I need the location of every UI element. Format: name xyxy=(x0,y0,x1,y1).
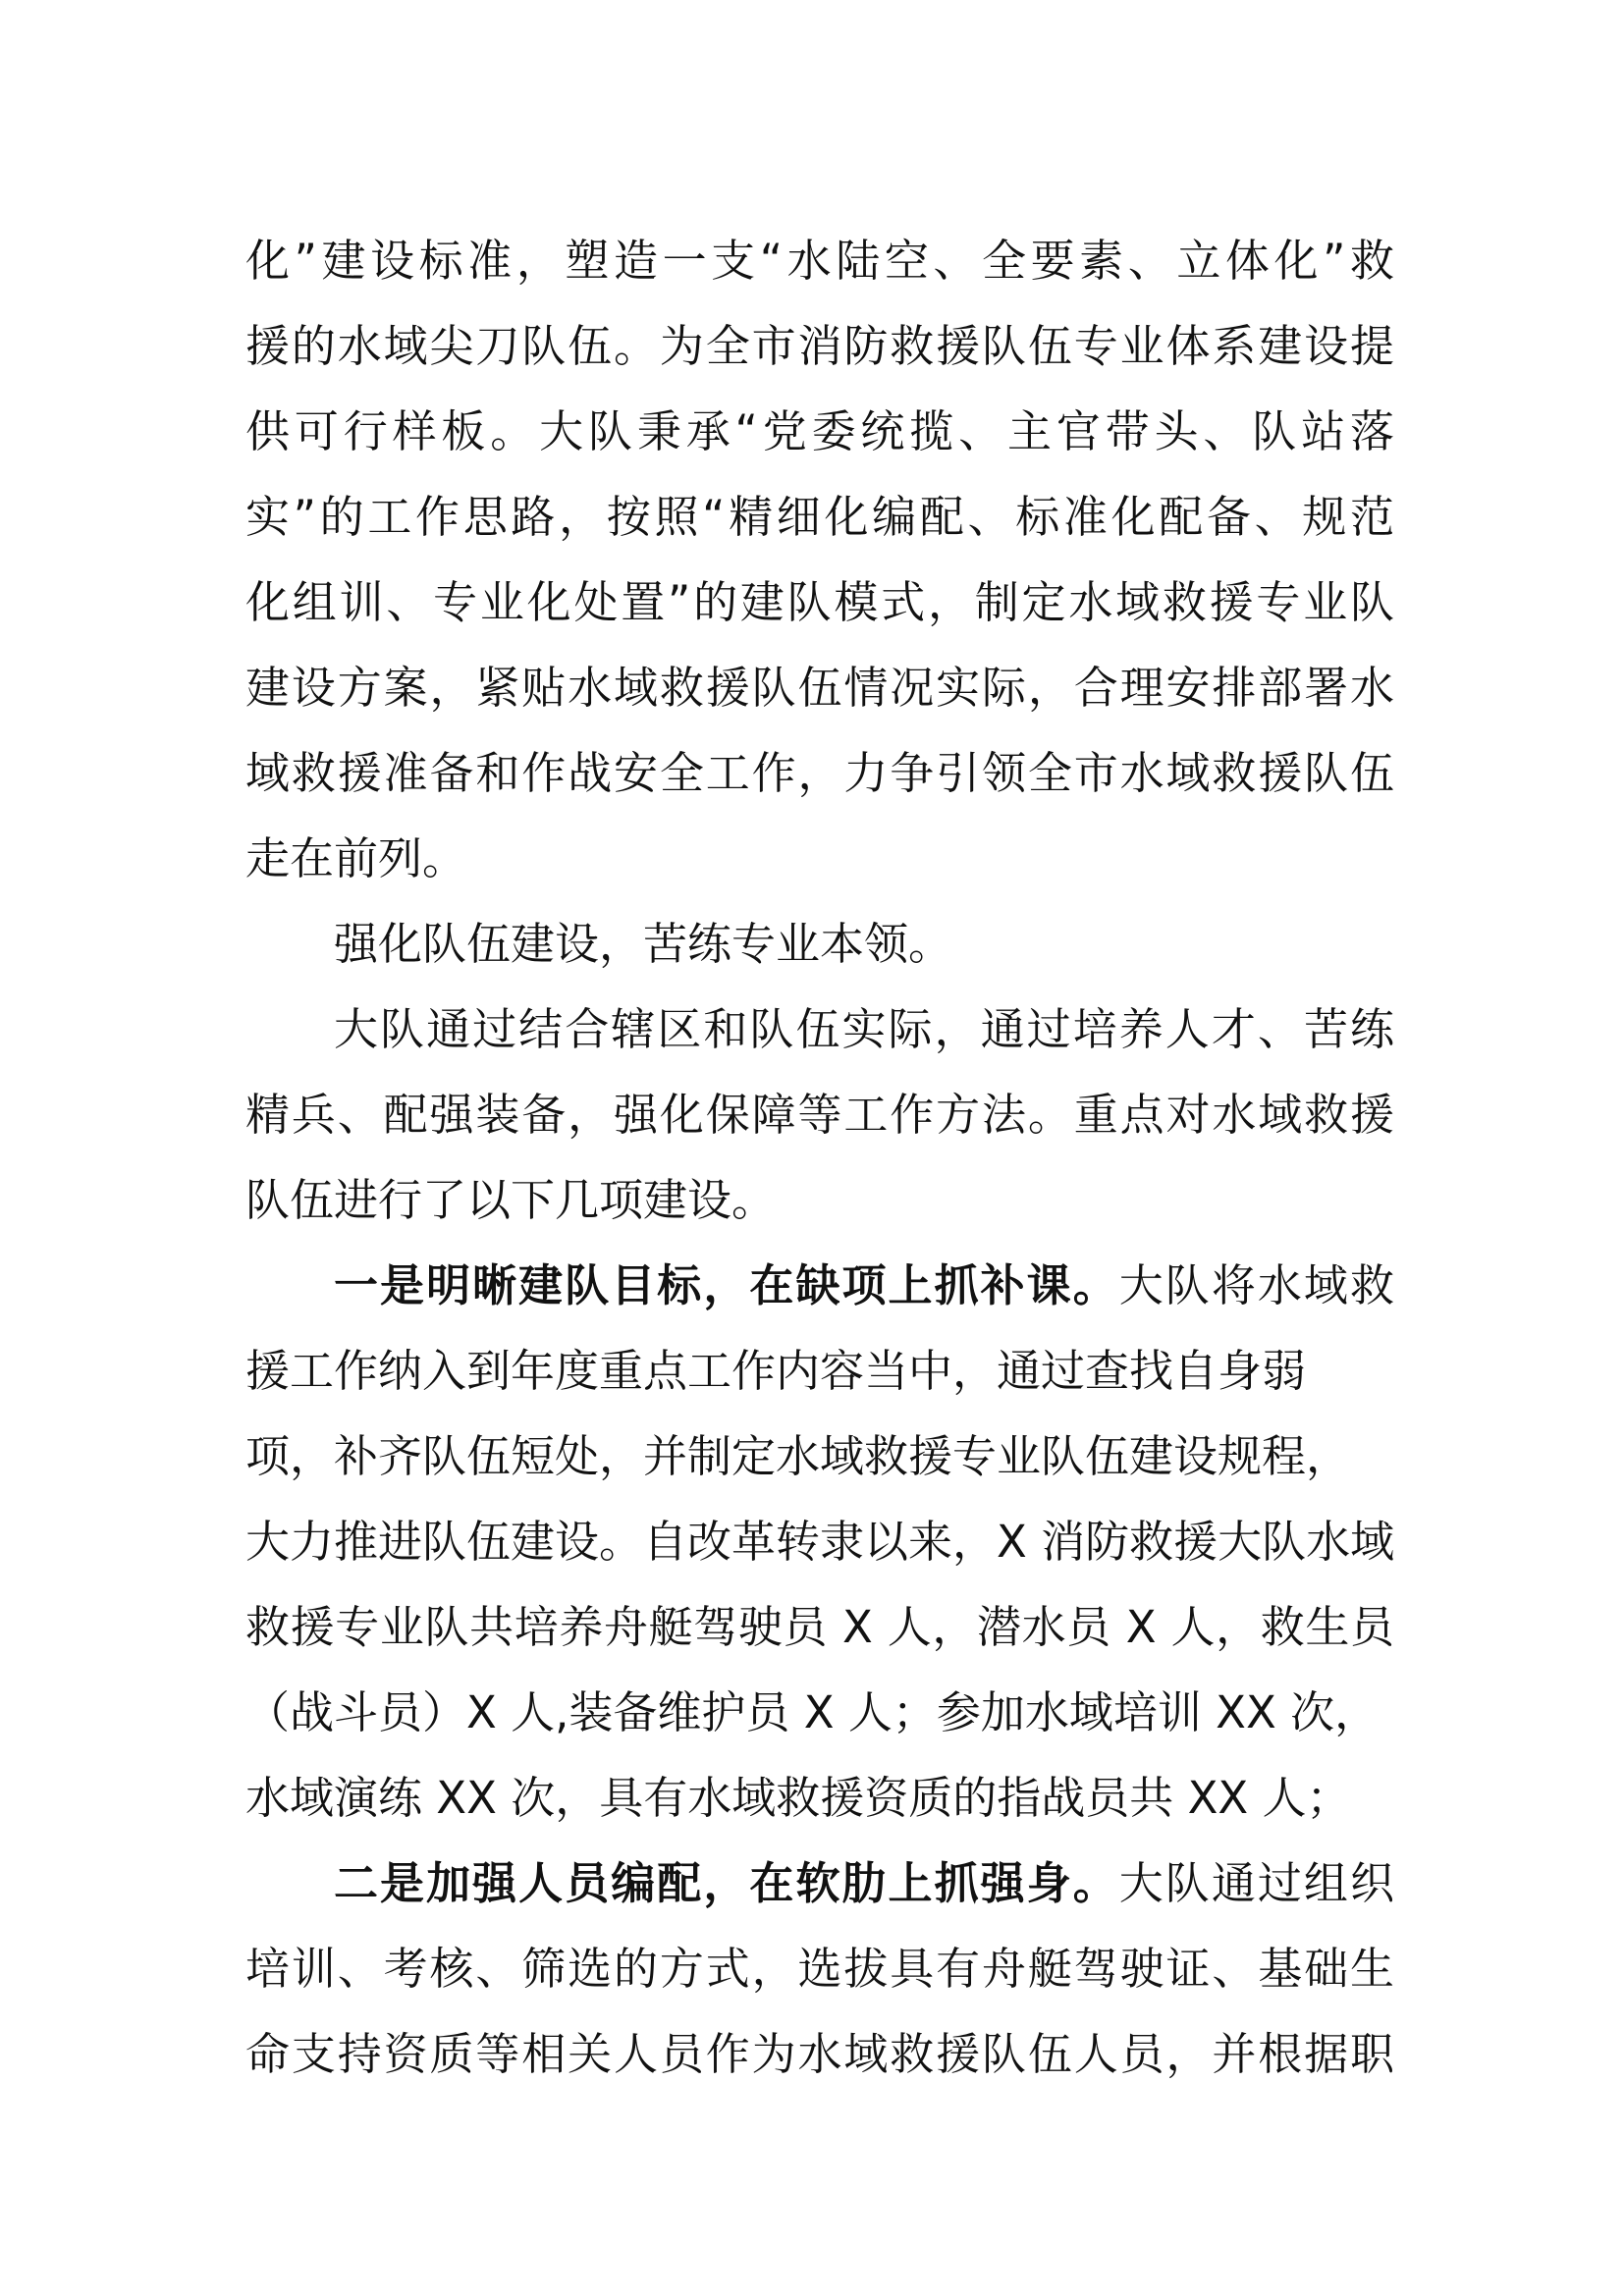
text-line: 化”建设标准，塑造一支“水陆空、全要素、立体化”救 xyxy=(245,235,1394,287)
text-line: 项，补齐队伍短处，并制定水域救援专业队伍建设规程， xyxy=(245,1430,1351,1482)
body-text xyxy=(245,218,1394,2097)
bold-lead: 一是明晰建队目标，在缺项上抓补课。 xyxy=(334,1259,1119,1311)
text-line: 化组训、专业化处置”的建队模式，制定水域救援专业队 xyxy=(245,576,1394,628)
text-line: 走在前列。 xyxy=(245,832,467,884)
text-line: 培训、考核、筛选的方式，选拔具有舟艇驾驶证、基础生 xyxy=(245,1943,1394,1995)
text-line: 精兵、配强装备，强化保障等工作方法。重点对水域救援 xyxy=(245,1089,1394,1141)
text-line: 援工作纳入到年度重点工作内容当中，通过查找自身弱 xyxy=(245,1345,1307,1397)
text-line: 水域演练 XX 次，具有水域救援资质的指战员共 XX 人； xyxy=(245,1772,1351,1824)
text-line xyxy=(245,1243,1394,1328)
line-rest: 大队将水域救 xyxy=(1118,1259,1394,1311)
text-line: 供可行样板。大队秉承“党委统揽、主官带头、队站落 xyxy=(245,405,1394,457)
text-line xyxy=(245,1841,1394,1926)
bold-lead: 二是加强人员编配，在软肋上抓强身。 xyxy=(334,1857,1119,1909)
text-line: 大队通过结合辖区和队伍实际，通过培养人才、苦练 xyxy=(334,1003,1394,1055)
text-line: 队伍进行了以下几项建设。 xyxy=(245,1174,777,1226)
text-line: 强化队伍建设，苦练专业本领。 xyxy=(334,918,953,970)
text-line: 大力推进队伍建设。自改革转隶以来，X 消防救援大队水域 xyxy=(245,1516,1395,1568)
text-line: 建设方案，紧贴水域救援队伍情况实际，合理安排部署水 xyxy=(245,662,1394,714)
text-line: 救援专业队共培养舟艇驾驶员 X 人，潜水员 X 人，救生员 xyxy=(245,1601,1394,1653)
text-line: 命支持资质等相关人员作为水域救援队伍人员，并根据职 xyxy=(245,2028,1394,2080)
text-line: 域救援准备和作战安全工作，力争引领全市水域救援队伍 xyxy=(245,747,1394,799)
line-rest: 大队通过组织 xyxy=(1118,1857,1394,1909)
text-line: 实”的工作思路，按照“精细化编配、标准化配备、规范 xyxy=(245,491,1394,543)
text-line: 援的水域尖刀队伍。为全市消防救援队伍专业体系建设提 xyxy=(245,320,1394,372)
text-line: （战斗员）X 人,装备维护员 X 人；参加水域培训 XX 次， xyxy=(245,1686,1380,1738)
